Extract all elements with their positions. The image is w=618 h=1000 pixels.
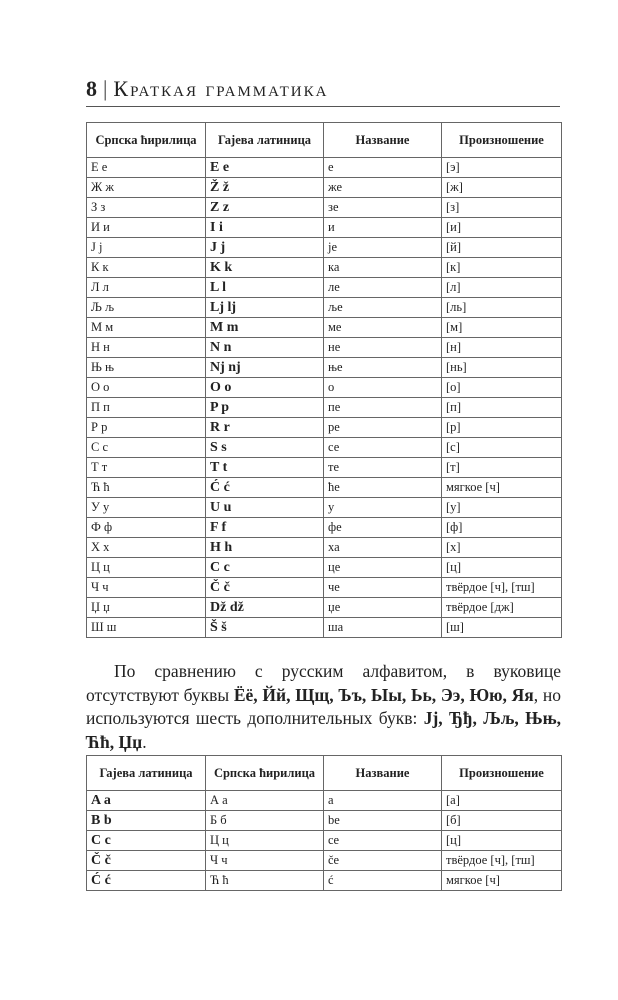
table-cell: О о <box>87 378 206 398</box>
table-cell: твёрдое [дж] <box>442 598 562 618</box>
table-cell: [с] <box>442 438 562 458</box>
header-separator: | <box>103 76 108 101</box>
table-cell: твёрдое [ч], [тш] <box>442 851 562 871</box>
table-cell: [у] <box>442 498 562 518</box>
table-cell: J j <box>206 238 324 258</box>
table-cell: У у <box>87 498 206 518</box>
table-cell: фе <box>324 518 442 538</box>
table-cell: Л л <box>87 278 206 298</box>
table-cell: O o <box>206 378 324 398</box>
column-header: Гајева латиница <box>206 123 324 158</box>
additional-letters: Јј, Ђђ, Љљ, Њњ, Ћћ, Џџ <box>86 708 561 752</box>
table-cell: Џ џ <box>87 598 206 618</box>
table-cell: Lj lj <box>206 298 324 318</box>
table-cell: Z z <box>206 198 324 218</box>
table-cell: [к] <box>442 258 562 278</box>
table-cell: E e <box>206 158 324 178</box>
table-cell: K k <box>206 258 324 278</box>
table-cell: о <box>324 378 442 398</box>
table-cell: не <box>324 338 442 358</box>
column-header: Название <box>324 756 442 791</box>
text: . <box>142 731 147 752</box>
table-cell: же <box>324 178 442 198</box>
table-row <box>87 238 562 258</box>
table-cell: H h <box>206 538 324 558</box>
absent-letters: Ёё, Йй, Щщ, Ъъ, Ыы, Ьь, Ээ, Юю, Яя <box>233 684 534 705</box>
body-paragraph <box>86 660 561 754</box>
table-cell: Е е <box>87 158 206 178</box>
table-cell: Ш ш <box>87 618 206 638</box>
table-cell: је <box>324 238 442 258</box>
table-row <box>87 378 562 398</box>
table-cell: R r <box>206 418 324 438</box>
table-cell: [х] <box>442 538 562 558</box>
table-cell: е <box>324 158 442 178</box>
table-row <box>87 318 562 338</box>
table-cell: ће <box>324 478 442 498</box>
table-cell: џе <box>324 598 442 618</box>
table-row <box>87 458 562 478</box>
table-cell: Б б <box>206 811 324 831</box>
table-row <box>87 558 562 578</box>
table-row <box>87 438 562 458</box>
table-cell: Р р <box>87 418 206 438</box>
text: , но используются шесть дополнительных букв: <box>86 684 561 728</box>
table-cell: и <box>324 218 442 238</box>
table-row <box>87 618 562 638</box>
table-cell: [а] <box>442 791 562 811</box>
table-cell: К к <box>87 258 206 278</box>
table-row <box>87 538 562 558</box>
table-cell: Dž dž <box>206 598 324 618</box>
table-header-row <box>87 756 562 791</box>
table-cell: [ж] <box>442 178 562 198</box>
table-cell: [нь] <box>442 358 562 378</box>
table-row <box>87 498 562 518</box>
table-cell: ле <box>324 278 442 298</box>
table-cell: Ћ ћ <box>206 871 324 891</box>
table-cell: Ч ч <box>87 578 206 598</box>
table-cell: Ć ć <box>87 871 206 891</box>
table-cell: Ц ц <box>206 831 324 851</box>
table-header-row <box>87 123 562 158</box>
table-cell: А а <box>206 791 324 811</box>
table-cell: [л] <box>442 278 562 298</box>
table-cell: a <box>324 791 442 811</box>
table-cell: [з] <box>442 198 562 218</box>
table-cell: ce <box>324 831 442 851</box>
table-row <box>87 418 562 438</box>
table-cell: Ћ ћ <box>87 478 206 498</box>
table-cell: N n <box>206 338 324 358</box>
header-rule <box>86 106 560 107</box>
latin-cyrillic-table <box>86 755 562 891</box>
table-cell: Ž ž <box>206 178 324 198</box>
table-cell: [б] <box>442 811 562 831</box>
table-cell: М м <box>87 318 206 338</box>
table-cell: мягкое [ч] <box>442 871 562 891</box>
table-cell: ме <box>324 318 442 338</box>
table-cell: мягкое [ч] <box>442 478 562 498</box>
page-number: 8 <box>86 76 97 101</box>
column-header: Српска ћирилица <box>87 123 206 158</box>
cyrillic-latin-table <box>86 122 562 638</box>
table-cell: I i <box>206 218 324 238</box>
table-cell: C c <box>87 831 206 851</box>
table-cell: U u <box>206 498 324 518</box>
table-cell: Č č <box>87 851 206 871</box>
table-cell: L l <box>206 278 324 298</box>
chapter-title: Краткая грамматика <box>113 76 329 101</box>
table-cell: be <box>324 811 442 831</box>
table-cell: Ж ж <box>87 178 206 198</box>
table-row <box>87 478 562 498</box>
table-row <box>87 298 562 318</box>
table-cell: [й] <box>442 238 562 258</box>
table-row <box>87 831 562 851</box>
table-cell: Ч ч <box>206 851 324 871</box>
table-cell: [т] <box>442 458 562 478</box>
table-cell: [и] <box>442 218 562 238</box>
table-row <box>87 218 562 238</box>
table-cell: у <box>324 498 442 518</box>
table-row <box>87 851 562 871</box>
table-cell: Č č <box>206 578 324 598</box>
table-cell: це <box>324 558 442 578</box>
table-cell: [ш] <box>442 618 562 638</box>
table-cell: З з <box>87 198 206 218</box>
table-cell: [ль] <box>442 298 562 318</box>
table-row <box>87 578 562 598</box>
table-row <box>87 358 562 378</box>
table-row <box>87 338 562 358</box>
table-cell: [э] <box>442 158 562 178</box>
table-cell: [ф] <box>442 518 562 538</box>
table-cell: P p <box>206 398 324 418</box>
column-header: Гајева латиница <box>87 756 206 791</box>
table-cell: те <box>324 458 442 478</box>
table-cell: И и <box>87 218 206 238</box>
table-cell: ка <box>324 258 442 278</box>
table-cell: Х х <box>87 538 206 558</box>
table-cell: Š š <box>206 618 324 638</box>
table-cell: ć <box>324 871 442 891</box>
table-row <box>87 598 562 618</box>
table-cell: ње <box>324 358 442 378</box>
table-cell: Н н <box>87 338 206 358</box>
table-cell: M m <box>206 318 324 338</box>
table-cell: зе <box>324 198 442 218</box>
table-cell: ље <box>324 298 442 318</box>
table-cell: С с <box>87 438 206 458</box>
text: По сравнению с русским алфавитом, в вуковице отсутствуют буквы <box>86 661 561 705</box>
column-header: Произношение <box>442 123 562 158</box>
table-cell: [о] <box>442 378 562 398</box>
table-cell: Т т <box>87 458 206 478</box>
table-row <box>87 198 562 218</box>
table-cell: [ц] <box>442 558 562 578</box>
table-cell: T t <box>206 458 324 478</box>
column-header: Српска ћирилица <box>206 756 324 791</box>
table-cell: C c <box>206 558 324 578</box>
table-cell: Љ љ <box>87 298 206 318</box>
table-row <box>87 791 562 811</box>
table-row <box>87 398 562 418</box>
table-cell: [н] <box>442 338 562 358</box>
table-cell: пе <box>324 398 442 418</box>
table-cell: се <box>324 438 442 458</box>
table-row <box>87 871 562 891</box>
table-cell: A a <box>87 791 206 811</box>
table-cell: П п <box>87 398 206 418</box>
table-cell: [ц] <box>442 831 562 851</box>
table-cell: [м] <box>442 318 562 338</box>
table-row <box>87 518 562 538</box>
running-header <box>86 76 328 102</box>
table-cell: Nj nj <box>206 358 324 378</box>
table-cell: S s <box>206 438 324 458</box>
table-cell: Ц ц <box>87 558 206 578</box>
table-row <box>87 278 562 298</box>
table-cell: твёрдое [ч], [тш] <box>442 578 562 598</box>
table-cell: [п] <box>442 398 562 418</box>
table-cell: ре <box>324 418 442 438</box>
column-header: Произношение <box>442 756 562 791</box>
table-cell: ха <box>324 538 442 558</box>
table-cell: ша <box>324 618 442 638</box>
table-cell: Њ њ <box>87 358 206 378</box>
table-cell: че <box>324 578 442 598</box>
table-cell: Ф ф <box>87 518 206 538</box>
table-row <box>87 178 562 198</box>
table-row <box>87 258 562 278</box>
table-cell: Ć ć <box>206 478 324 498</box>
table-row <box>87 811 562 831</box>
table-row <box>87 158 562 178</box>
table-cell: [р] <box>442 418 562 438</box>
table-cell: Ј ј <box>87 238 206 258</box>
table-cell: če <box>324 851 442 871</box>
table-cell: B b <box>87 811 206 831</box>
column-header: Название <box>324 123 442 158</box>
table-cell: F f <box>206 518 324 538</box>
